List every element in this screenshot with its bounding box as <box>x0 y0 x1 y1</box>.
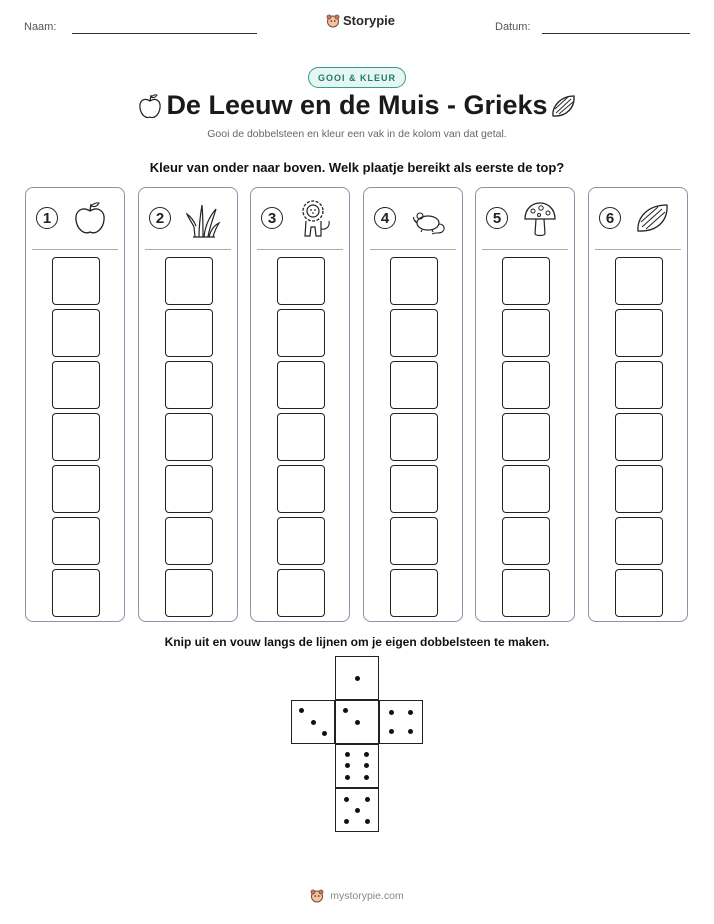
color-cell[interactable] <box>390 413 438 461</box>
pip <box>364 775 369 780</box>
subtitle: Gooi de dobbelsteen en kleur een vak in de kolom van dat getal. <box>207 128 507 140</box>
die-face-5 <box>335 788 379 832</box>
column-3 <box>250 187 350 622</box>
brand-name: Storypie <box>343 13 396 28</box>
color-cell[interactable] <box>165 257 213 305</box>
column-divider <box>482 249 568 250</box>
color-cell[interactable] <box>502 361 550 409</box>
color-cell[interactable] <box>52 569 100 617</box>
color-cell[interactable] <box>165 569 213 617</box>
footer <box>0 889 714 903</box>
column-divider <box>370 249 456 250</box>
color-cell[interactable] <box>615 413 663 461</box>
color-cell[interactable] <box>390 517 438 565</box>
color-cell[interactable] <box>615 361 663 409</box>
color-cell[interactable] <box>615 257 663 305</box>
column-divider <box>145 249 231 250</box>
footer-url[interactable]: mystorypie.com <box>330 890 404 902</box>
pip <box>345 752 350 757</box>
color-cell[interactable] <box>502 309 550 357</box>
color-cell[interactable] <box>277 413 325 461</box>
color-cell[interactable] <box>502 257 550 305</box>
color-cell[interactable] <box>502 413 550 461</box>
color-cell[interactable] <box>390 257 438 305</box>
color-cell[interactable] <box>277 309 325 357</box>
name-line[interactable] <box>72 33 257 34</box>
pip <box>365 797 370 802</box>
pip <box>365 819 370 824</box>
seed-icon <box>633 199 673 239</box>
color-cell[interactable] <box>390 569 438 617</box>
storypie-mascot-icon <box>326 14 340 28</box>
color-cell[interactable] <box>277 361 325 409</box>
date-line[interactable] <box>542 33 690 34</box>
color-cell[interactable] <box>165 517 213 565</box>
color-cell[interactable] <box>52 413 100 461</box>
pip <box>408 729 413 734</box>
pip <box>344 797 349 802</box>
column-number: 4 <box>374 207 396 229</box>
column-number: 2 <box>149 207 171 229</box>
lion-icon <box>295 199 335 239</box>
instruction: Kleur van onder naar boven. Welk plaatje bereikt als eerste de top? <box>149 160 565 175</box>
cut-instruction: Knip uit en vouw langs de lijnen om je eigen dobbelsteen te maken. <box>164 635 550 649</box>
color-cell[interactable] <box>52 309 100 357</box>
pip <box>355 720 360 725</box>
pip <box>344 819 349 824</box>
pip <box>389 729 394 734</box>
column-divider <box>32 249 118 250</box>
color-cell[interactable] <box>502 569 550 617</box>
page-title: De Leeuw en de Muis - Grieks <box>166 90 548 120</box>
die-face-4 <box>379 700 423 744</box>
pip <box>345 775 350 780</box>
pip <box>364 763 369 768</box>
column-4 <box>363 187 463 622</box>
pip <box>343 708 348 713</box>
color-cell[interactable] <box>165 413 213 461</box>
name-label: Naam: <box>24 21 57 33</box>
date-label: Datum: <box>495 21 531 33</box>
color-cell[interactable] <box>390 309 438 357</box>
mouse-icon <box>408 199 448 239</box>
color-cell[interactable] <box>52 517 100 565</box>
color-cell[interactable] <box>390 361 438 409</box>
color-cell[interactable] <box>502 517 550 565</box>
color-cell[interactable] <box>52 361 100 409</box>
pip <box>408 710 413 715</box>
pip <box>364 752 369 757</box>
die-face-1 <box>335 656 379 700</box>
color-cell[interactable] <box>277 517 325 565</box>
color-cell[interactable] <box>615 569 663 617</box>
color-cell[interactable] <box>52 465 100 513</box>
color-cell[interactable] <box>615 517 663 565</box>
pip <box>355 808 360 813</box>
storypie-mascot-icon <box>310 889 324 903</box>
mushroom-icon <box>520 199 560 239</box>
column-2 <box>138 187 238 622</box>
column-divider <box>257 249 343 250</box>
seed-icon <box>549 92 579 122</box>
column-number: 6 <box>599 207 621 229</box>
color-cell[interactable] <box>165 361 213 409</box>
pip <box>355 676 360 681</box>
color-cell[interactable] <box>390 465 438 513</box>
column-6 <box>588 187 688 622</box>
die-face-2 <box>335 700 379 744</box>
column-5 <box>475 187 575 622</box>
pip <box>345 763 350 768</box>
color-cell[interactable] <box>52 257 100 305</box>
grass-icon <box>183 199 223 239</box>
pip <box>311 720 316 725</box>
color-cell[interactable] <box>502 465 550 513</box>
apple-icon <box>70 199 110 239</box>
die-face-3 <box>291 700 335 744</box>
column-1 <box>25 187 125 622</box>
color-cell[interactable] <box>165 309 213 357</box>
color-cell[interactable] <box>277 465 325 513</box>
color-cell[interactable] <box>165 465 213 513</box>
color-cell[interactable] <box>615 465 663 513</box>
die-face-6 <box>335 744 379 788</box>
column-number: 5 <box>486 207 508 229</box>
column-number: 3 <box>261 207 283 229</box>
color-cell[interactable] <box>277 569 325 617</box>
pip <box>299 708 304 713</box>
pip <box>322 731 327 736</box>
column-divider <box>595 249 681 250</box>
pip <box>389 710 394 715</box>
brand-logo <box>326 13 395 28</box>
column-number: 1 <box>36 207 58 229</box>
activity-badge: GOOI & KLEUR <box>308 67 406 88</box>
color-cell[interactable] <box>615 309 663 357</box>
color-cell[interactable] <box>277 257 325 305</box>
